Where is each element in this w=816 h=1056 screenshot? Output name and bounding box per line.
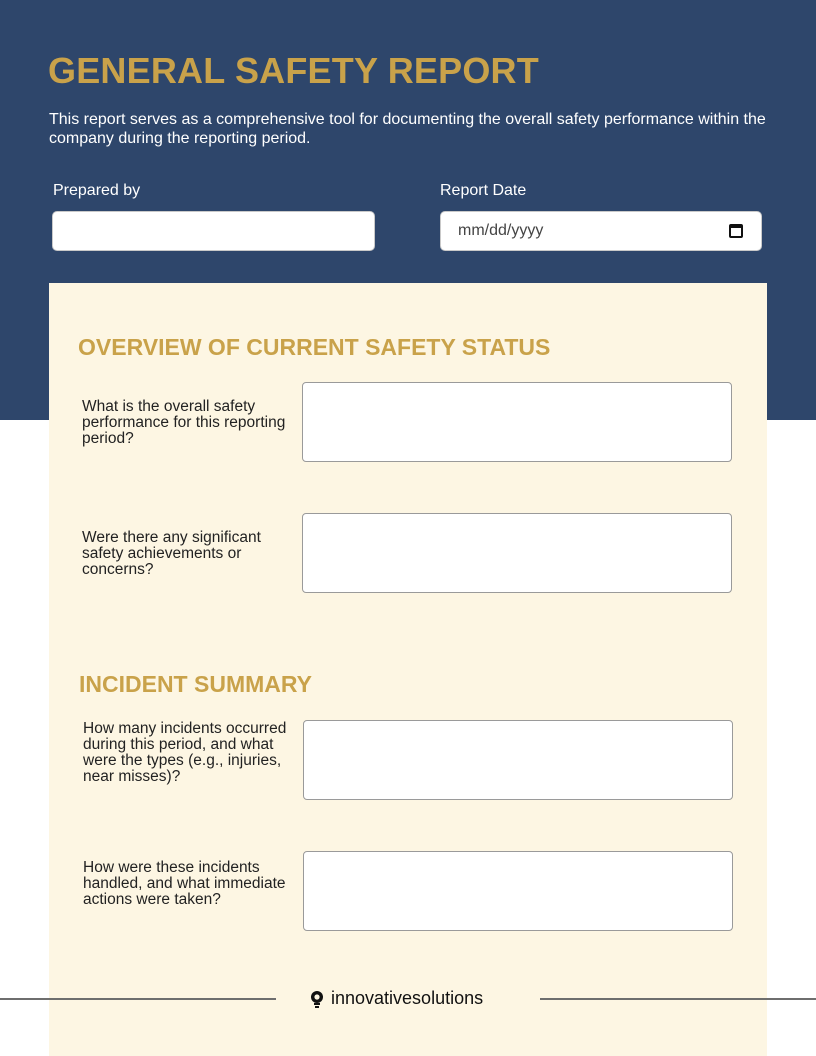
question-incident-handling: How were these incidents handled, and what immediate actions were taken? [83, 859, 286, 908]
report-date-input[interactable] [440, 211, 762, 251]
intro-text: This report serves as a comprehensive tool for documenting the overall safety performance within the company during the reporting period. [49, 111, 766, 147]
answer-overall-performance[interactable] [302, 382, 732, 462]
report-date-label: Report Date [440, 182, 527, 199]
brand-name: innovativesolutions [331, 988, 484, 1008]
section-title-incident-summary: INCIDENT SUMMARY [79, 671, 312, 697]
footer-divider-right [540, 998, 816, 1000]
lightbulb-icon [309, 990, 325, 1008]
question-overall-performance: What is the overall safety performance for this reporting period? [82, 398, 286, 447]
footer-divider-left [0, 998, 276, 1000]
report-date-placeholder: mm/dd/yyyy [458, 222, 544, 239]
prepared-by-label: Prepared by [53, 182, 141, 199]
section-title-overview: OVERVIEW OF CURRENT SAFETY STATUS [78, 334, 551, 360]
answer-achievements-concerns[interactable] [302, 513, 732, 593]
prepared-by-input[interactable] [52, 211, 375, 251]
question-achievements-concerns: Were there any significant safety achievements or concerns? [82, 529, 261, 578]
page-title: GENERAL SAFETY REPORT [48, 50, 539, 91]
footer-brand [309, 988, 483, 1009]
answer-incident-handling[interactable] [303, 851, 733, 931]
calendar-icon[interactable] [729, 224, 743, 238]
answer-incident-count[interactable] [303, 720, 733, 800]
question-incident-count: How many incidents occurred during this period, and what were the types (e.g., injuries, near misses)? [83, 720, 287, 785]
